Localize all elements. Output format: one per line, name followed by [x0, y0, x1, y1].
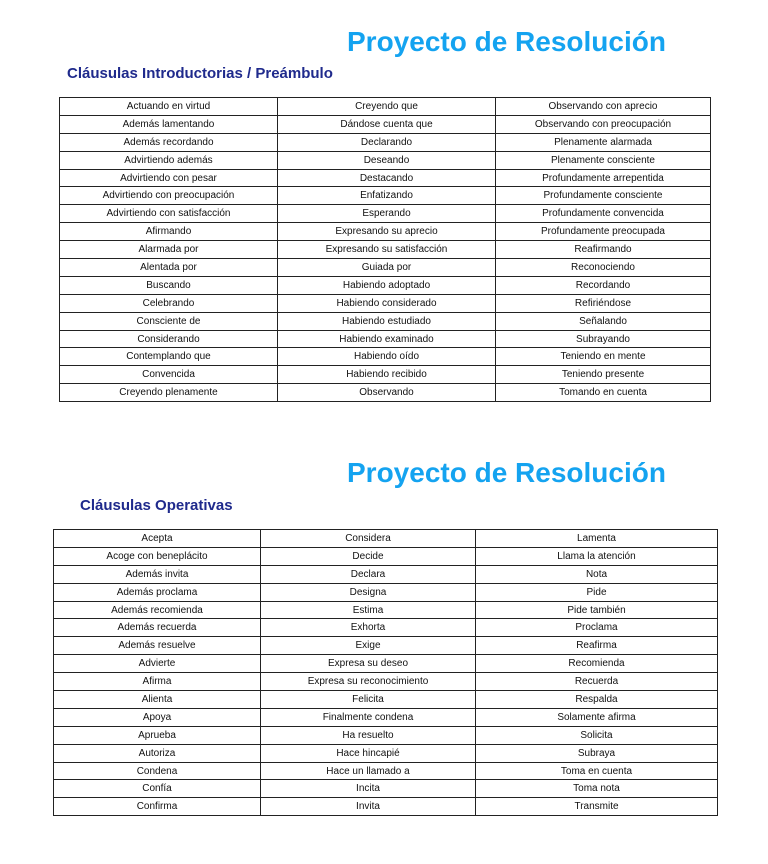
clause-cell: Considera	[261, 530, 476, 548]
clause-cell: Declara	[261, 565, 476, 583]
table-row	[60, 115, 711, 133]
table-row	[60, 276, 711, 294]
table-row	[54, 691, 718, 709]
clause-cell: Plenamente alarmada	[496, 133, 711, 151]
clause-cell: Buscando	[60, 276, 278, 294]
clause-cell: Apoya	[54, 708, 261, 726]
clause-cell: Señalando	[496, 312, 711, 330]
clause-cell: Exige	[261, 637, 476, 655]
clause-cell: Acepta	[54, 530, 261, 548]
page-title: Proyecto de Resolución	[347, 457, 666, 488]
clause-cell: Confía	[54, 780, 261, 798]
clause-cell: Alarmada por	[60, 241, 278, 259]
table-row	[54, 798, 718, 816]
clause-cell: Afirmando	[60, 223, 278, 241]
clause-cell: Habiendo adoptado	[278, 276, 496, 294]
clause-cell: Decide	[261, 547, 476, 565]
clause-cell: Además recordando	[60, 133, 278, 151]
clause-cell: Convencida	[60, 366, 278, 384]
table-body	[54, 530, 718, 816]
clause-cell: Acoge con beneplácito	[54, 547, 261, 565]
clause-cell: Dándose cuenta que	[278, 115, 496, 133]
clause-cell: Enfatizando	[278, 187, 496, 205]
section-heading: Cláusulas Introductorias / Preámbulo	[67, 65, 333, 82]
clause-cell: Esperando	[278, 205, 496, 223]
clause-cell: Reconociendo	[496, 259, 711, 277]
clause-cell: Recomienda	[476, 655, 718, 673]
table-body	[60, 98, 711, 402]
clause-cell: Alentada por	[60, 259, 278, 277]
table-row	[60, 366, 711, 384]
clause-cell: Profundamente preocupada	[496, 223, 711, 241]
clause-cell: Contemplando que	[60, 348, 278, 366]
clause-cell: Además recomienda	[54, 601, 261, 619]
clause-cell: Subrayando	[496, 330, 711, 348]
clause-cell: Teniendo en mente	[496, 348, 711, 366]
clause-cell: Habiendo estudiado	[278, 312, 496, 330]
clause-cell: Observando	[278, 384, 496, 402]
clause-cell: Creyendo que	[278, 98, 496, 116]
table-row	[60, 259, 711, 277]
clause-cell: Plenamente consciente	[496, 151, 711, 169]
table-row	[54, 744, 718, 762]
clause-cell: Habiendo oído	[278, 348, 496, 366]
clause-cell: Pide también	[476, 601, 718, 619]
clause-cell: Toma nota	[476, 780, 718, 798]
table-row	[60, 205, 711, 223]
clause-cell: Finalmente condena	[261, 708, 476, 726]
preamble-clauses-table	[59, 97, 711, 402]
clause-cell: Advirtiendo además	[60, 151, 278, 169]
table-row	[60, 187, 711, 205]
clause-cell: Afirma	[54, 673, 261, 691]
clause-cell: Recuerda	[476, 673, 718, 691]
clause-cell: Confirma	[54, 798, 261, 816]
table-row	[60, 151, 711, 169]
clause-cell: Deseando	[278, 151, 496, 169]
clause-cell: Condena	[54, 762, 261, 780]
clause-cell: Declarando	[278, 133, 496, 151]
clause-cell: Observando con preocupación	[496, 115, 711, 133]
clause-cell: Pide	[476, 583, 718, 601]
operative-clauses-table	[53, 529, 718, 816]
table-row	[54, 655, 718, 673]
clause-cell: Observando con aprecio	[496, 98, 711, 116]
clause-cell: Expresando su satisfacción	[278, 241, 496, 259]
clause-cell: Además invita	[54, 565, 261, 583]
clause-cell: Subraya	[476, 744, 718, 762]
clause-cell: Además resuelve	[54, 637, 261, 655]
table-row	[54, 565, 718, 583]
table-row	[54, 601, 718, 619]
clause-cell: Toma en cuenta	[476, 762, 718, 780]
clause-cell: Autoriza	[54, 744, 261, 762]
table-row	[60, 384, 711, 402]
table-row	[60, 169, 711, 187]
clause-cell: Profundamente arrepentida	[496, 169, 711, 187]
table-row	[60, 223, 711, 241]
clause-cell: Respalda	[476, 691, 718, 709]
clause-cell: Destacando	[278, 169, 496, 187]
clause-cell: Además lamentando	[60, 115, 278, 133]
clause-cell: Habiendo considerado	[278, 294, 496, 312]
clause-cell: Considerando	[60, 330, 278, 348]
table-row	[54, 637, 718, 655]
clause-cell: Exhorta	[261, 619, 476, 637]
table-row	[60, 312, 711, 330]
clause-cell: Hace hincapié	[261, 744, 476, 762]
clause-cell: Tomando en cuenta	[496, 384, 711, 402]
clause-cell: Invita	[261, 798, 476, 816]
table-row	[60, 348, 711, 366]
clause-cell: Reafirma	[476, 637, 718, 655]
clause-cell: Advirtiendo con satisfacción	[60, 205, 278, 223]
clause-cell: Advirtiendo con pesar	[60, 169, 278, 187]
clause-cell: Ha resuelto	[261, 726, 476, 744]
clause-cell: Habiendo recibido	[278, 366, 496, 384]
clause-cell: Lamenta	[476, 530, 718, 548]
clause-cell: Celebrando	[60, 294, 278, 312]
clause-cell: Advierte	[54, 655, 261, 673]
table-row	[60, 133, 711, 151]
clause-cell: Expresando su aprecio	[278, 223, 496, 241]
clause-cell: Expresa su reconocimiento	[261, 673, 476, 691]
clause-cell: Profundamente consciente	[496, 187, 711, 205]
clause-cell: Aprueba	[54, 726, 261, 744]
table-row	[54, 762, 718, 780]
clause-cell: Incita	[261, 780, 476, 798]
clause-cell: Estima	[261, 601, 476, 619]
clause-cell: Guiada por	[278, 259, 496, 277]
clause-cell: Consciente de	[60, 312, 278, 330]
table-row	[54, 673, 718, 691]
table-row	[60, 98, 711, 116]
clause-cell: Profundamente convencida	[496, 205, 711, 223]
clause-cell: Hace un llamado a	[261, 762, 476, 780]
table-row	[54, 530, 718, 548]
table-row	[54, 780, 718, 798]
clause-cell: Alienta	[54, 691, 261, 709]
table-row	[54, 708, 718, 726]
clause-cell: Además proclama	[54, 583, 261, 601]
clause-cell: Felicita	[261, 691, 476, 709]
table-row	[54, 583, 718, 601]
clause-cell: Refiriéndose	[496, 294, 711, 312]
clause-cell: Actuando en virtud	[60, 98, 278, 116]
clause-cell: Creyendo plenamente	[60, 384, 278, 402]
clause-cell: Recordando	[496, 276, 711, 294]
table-row	[60, 330, 711, 348]
clause-cell: Nota	[476, 565, 718, 583]
table-row	[54, 726, 718, 744]
clause-cell: Proclama	[476, 619, 718, 637]
clause-cell: Transmite	[476, 798, 718, 816]
clause-cell: Solamente afirma	[476, 708, 718, 726]
clause-cell: Solicita	[476, 726, 718, 744]
page-title: Proyecto de Resolución	[347, 26, 666, 57]
table-row	[54, 547, 718, 565]
clause-cell: Designa	[261, 583, 476, 601]
clause-cell: Reafirmando	[496, 241, 711, 259]
table-row	[60, 241, 711, 259]
clause-cell: Expresa su deseo	[261, 655, 476, 673]
clause-cell: Llama la atención	[476, 547, 718, 565]
clause-cell: Habiendo examinado	[278, 330, 496, 348]
clause-cell: Además recuerda	[54, 619, 261, 637]
table-row	[60, 294, 711, 312]
clause-cell: Advirtiendo con preocupación	[60, 187, 278, 205]
section-heading: Cláusulas Operativas	[80, 497, 233, 514]
clause-cell: Teniendo presente	[496, 366, 711, 384]
table-row	[54, 619, 718, 637]
